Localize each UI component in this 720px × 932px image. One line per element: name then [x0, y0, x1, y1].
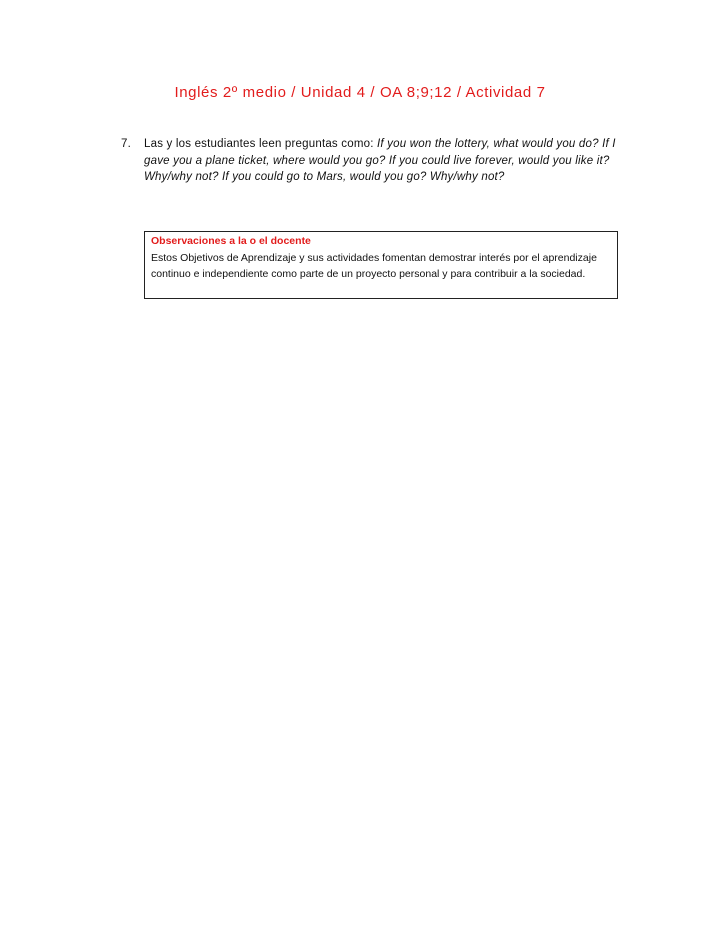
activity-body — [144, 136, 621, 186]
activity-intro: Las y los estudiantes leen preguntas como: — [144, 138, 377, 150]
teacher-notes-title: Observaciones a la o el docente — [151, 235, 311, 247]
activity-item — [121, 136, 621, 186]
page-title: Inglés 2º medio / Unidad 4 / OA 8;9;12 / Actividad 7 — [174, 84, 546, 101]
activity-number: 7. — [121, 138, 131, 150]
teacher-notes-box — [144, 231, 618, 299]
teacher-notes-text: Estos Objetivos de Aprendizaje y sus actividades fomentan demostrar interés por el aprendizaje continuo e independiente como parte de un proyecto personal y para contribuir a la sociedad. — [151, 252, 597, 280]
activity-questions: If you won the lottery, what would you do? If I gave you a plane ticket, where would you go? If you could live forever, would you like it? Why/why not? If you could go to Mars, would you go? Why/why not? — [144, 138, 616, 183]
